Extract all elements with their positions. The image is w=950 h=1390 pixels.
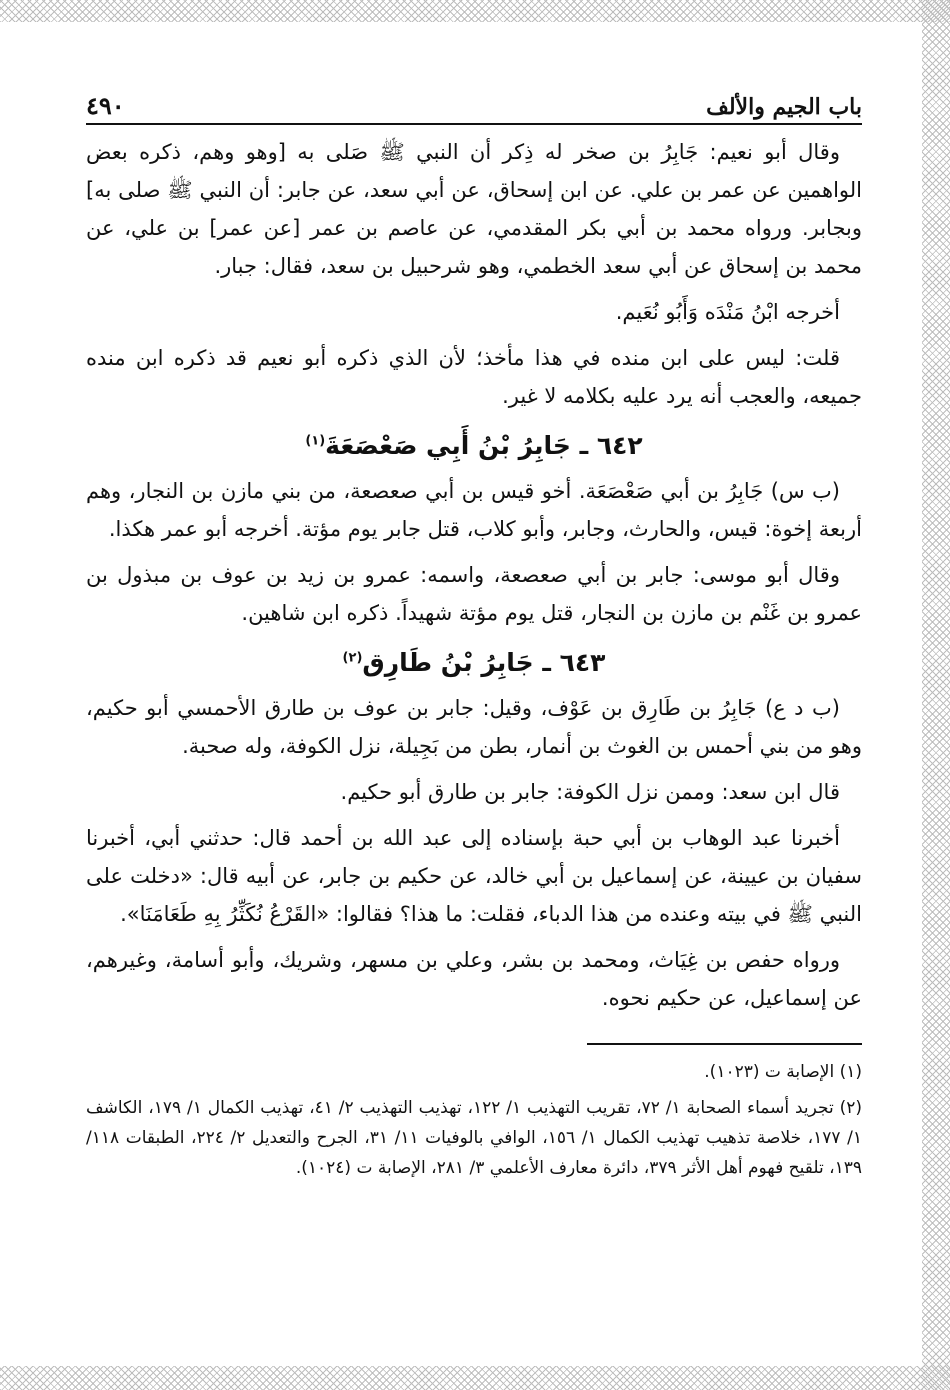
footnote-ref-2: (٢) bbox=[342, 650, 363, 666]
footnote-2: (٢) تجريد أسماء الصحابة ١/ ٧٢، تقريب التهذيب ١/ ١٢٢، تهذيب التهذيب ٢/ ٤١، تهذيب الكمال ١/ ١٧٩، الكاشف ١/ ١٧٧، خلاصة تذهيب تهذيب الكمال ١/ ١٥٦، الوافي بالوفيات ١١/ ٣١، الجرح والتعديل ٢/ ٢٢٤، الطبقات ١١٨/ ١٣٩، تلقيح فهوم أهل الأثر ٣٧٩، دائرة معارف الأعلمي ٣/ ٢٨١، الإصابة ت (١٠٢٤). bbox=[86, 1098, 862, 1178]
paragraph-ibn-saad: قال ابن سعد: وممن نزل الكوفة: جابر بن طارق أبو حكيم. bbox=[340, 780, 840, 804]
paragraph-entry-643: (ب د ع) جَابِرُ بن طَارِق بن عَوْف، وقيل: جابر بن عوف بن طارق الأحمسي أبو حكيم، وهو من بني أحمس بن الغوث بن أنمار، بطن من بَجِيلة، نزل الكوفة، وله صحبة. bbox=[86, 696, 862, 758]
footnote-separator bbox=[587, 1043, 862, 1045]
footnote-1: (١) الإصابة ت (١٠٢٣). bbox=[704, 1062, 862, 1082]
page-number: ٤٩٠ bbox=[86, 91, 125, 120]
paragraph-comment: قلت: ليس على ابن منده في هذا مأخذ؛ لأن الذي ذكره أبو نعيم قد ذكره ابن منده جميعه، والعجب أنه يرد عليه بكلامه لا غير. bbox=[86, 346, 862, 408]
paragraph-narrations: ورواه حفص بن غِيَاث، ومحمد بن بشر، وعلي بن مسهر، وشريك، وأبو أسامة، وغيرهم، عن إسماعيل، عن حكيم نحوه. bbox=[86, 948, 862, 1010]
book-page bbox=[86, 88, 862, 1348]
footnote-ref-1: (١) bbox=[305, 433, 326, 449]
paragraph-abu-nuaym: وقال أبو نعيم: جَابِرُ بن صخر له ذِكر أن النبي ﷺ صَلى به [وهو وهم، ذكره بعض الواهمين عن عمر بن علي. عن ابن إسحاق، عن أبي سعد، عن جابر: أن النبي ﷺ صلى به] وبجابر. ورواه محمد بن أبي بكر المقدمي، عن عاصم بن عمر [عن عمر] بن علي، عن محمد بن إسحاق عن أبي سعد الخطمي، وهو شرحبيل بن سعد، فقال: جبار. bbox=[86, 140, 862, 278]
paragraph-hadith: أخبرنا عبد الوهاب بن أبي حبة بإسناده إلى عبد الله بن أحمد قال: حدثني أبي، أخبرنا سفيان بن عيينة، عن إسماعيل بن أبي خالد، عن حكيم بن جابر، عن أبيه قال: «دخلت على النبي ﷺ في بيته وعنده من هذا الدباء، فقلت: ما هذا؟ فقالوا: «القَرْعُ نُكَثِّرُ بِهِ طَعَامَنَا». bbox=[86, 826, 862, 926]
decorative-border-bottom bbox=[0, 1366, 950, 1390]
decorative-border-top bbox=[0, 0, 950, 22]
running-header bbox=[86, 88, 862, 125]
main-text bbox=[86, 133, 862, 1017]
running-title: باب الجيم والألف bbox=[706, 94, 862, 120]
footnotes bbox=[86, 1057, 862, 1183]
entry-title-642: ٦٤٢ ـ جَابِرُ بْنُ أَبِي صَعْصَعَةَ bbox=[325, 431, 643, 460]
entry-title-643: ٦٤٣ ـ جَابِرُ بْنُ طَارِق bbox=[362, 648, 606, 677]
paragraph-source: أخرجه ابْنُ مَنْدَه وَأَبُو نُعَيم. bbox=[615, 300, 840, 324]
entry-heading-643 bbox=[86, 648, 862, 677]
paragraph-entry-642: (ب س) جَابِرُ بن أبي صَعْصَعَة. أخو قيس بن أبي صعصعة، من بني مازن بن النجار، وهم أربعة إخوة: قيس، والحارث، وجابر، وأبو كلاب، قتل جابر يوم مؤتة. أخرجه أبو عمر هكذا. bbox=[86, 479, 862, 541]
paragraph-abu-musa: وقال أبو موسى: جابر بن أبي صعصعة، واسمه: عمرو بن زيد بن عوف بن مبذول بن عمرو بن غَنْم بن مازن بن النجار، قتل يوم مؤتة شهيداً. ذكره ابن شاهين. bbox=[86, 563, 862, 625]
entry-heading-642 bbox=[86, 431, 862, 460]
decorative-border-right bbox=[922, 0, 950, 1390]
